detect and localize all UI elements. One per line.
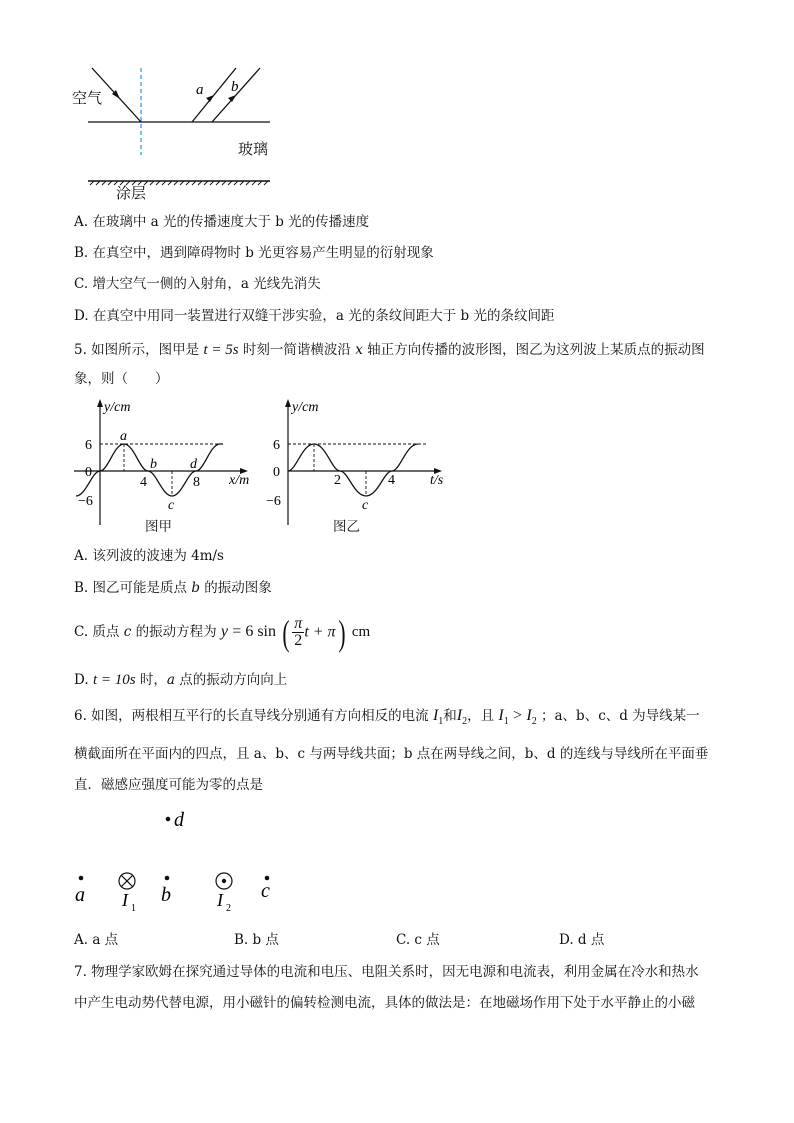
wire-2-sub: 2: [226, 903, 231, 914]
q6-I1-letter: I: [432, 707, 439, 724]
q5-option-c-num: π: [294, 615, 303, 632]
q6-I2-sub: 2: [462, 716, 468, 728]
q6-cmp-right: [526, 707, 537, 728]
jia-tick-2: 8: [193, 475, 200, 490]
q4-option-b: B. 在真空中，遇到障碍物时 b 光更容易产生明显的衍射现象: [74, 245, 434, 261]
point-b-label: b: [161, 884, 171, 906]
label-ray-a: a: [196, 82, 204, 98]
label-air: 空气: [72, 89, 103, 107]
q5-option-c-part1: C. 质点: [74, 624, 120, 640]
label-glass: 玻璃: [238, 140, 269, 158]
wire-1-label: I: [122, 890, 128, 910]
point-c-label: c: [261, 880, 270, 902]
q5-stem-part1: 5. 如图所示，图甲是: [74, 342, 200, 358]
yi-ylabel: y/cm: [292, 400, 319, 415]
q6-option-d: D. d 点: [559, 932, 605, 948]
q5-option-d-label: D.: [74, 672, 89, 688]
q6-stem-line2: 横截面所在平面内的四点，且 a、b、c 与两导线共面；b 点在两导线之间，b、d 的连线与导线所在平面垂: [74, 746, 709, 762]
q5-option-c-part2: 的振动方程为: [135, 624, 217, 640]
wires-figure: [60, 805, 300, 915]
q6-stem-part3: ；a、b、c、d 为导线某一: [541, 708, 700, 724]
q4-option-d: D. 在真空中用同一装置进行双缝干涉实验，a 光的条纹间距大于 b 光的条纹间距: [74, 308, 555, 324]
yi-tick-2: 4: [388, 473, 395, 488]
yi-xlabel: t/s: [430, 473, 444, 488]
q5-option-d-time: t = 10s: [92, 672, 136, 688]
q5-option-c-sin: = 6 sin: [232, 623, 276, 640]
q5-option-c: [74, 612, 370, 652]
q5-option-b: [74, 578, 272, 598]
q6-cmp-left-letter: I: [498, 707, 504, 724]
q5-option-d: [74, 670, 287, 690]
q6-stem-line3: 直．磁感应强度可能为零的点是: [74, 777, 263, 793]
jia-y-pos: 6: [85, 438, 92, 453]
q5-stem-line1: [74, 340, 705, 360]
yi-y-arrow: [285, 399, 291, 407]
q5-option-c-lparen: (: [282, 612, 290, 653]
point-a-dot: [79, 876, 84, 881]
q6-cmp-left-sub: 1: [503, 716, 509, 728]
wire-1-sub: 1: [131, 903, 136, 914]
q5-time-eq: t = 5s: [203, 342, 239, 358]
jia-point-a: a: [120, 429, 127, 444]
q5-x-var: x: [355, 342, 363, 358]
q5-option-c-den: 2: [294, 632, 303, 649]
ray-a-arrow: [206, 95, 214, 102]
q4-option-c: C. 增大空气一侧的入射角，a 光线先消失: [74, 276, 321, 292]
q5-option-c-paren: [280, 612, 347, 653]
q7-line1: 7. 物理学家欧姆在探究通过导体的电流和电压、电阻关系时，因无电源和电流表，利用金属在冷水和热水: [74, 964, 699, 980]
q6-stem-part2: ，且: [467, 708, 495, 724]
q6-cmp-left: [498, 707, 509, 728]
q6-stem-part1: 6. 如图，两根相互平行的长直导线分别通有方向相反的电流: [74, 708, 429, 724]
q5-option-d-point: a: [166, 672, 175, 688]
jia-y-neg: −6: [78, 494, 93, 509]
jia-y-arrow: [97, 399, 103, 407]
point-d-label: d: [174, 809, 184, 831]
q6-cmp: >: [513, 707, 523, 724]
vibration-graph-yi-svg: [260, 395, 460, 540]
refraction-svg: [70, 60, 290, 195]
q5-option-b-part2: 的振动图象: [204, 580, 272, 596]
yi-y-zero: 0: [273, 465, 280, 480]
q5-option-b-part1: B. 图乙可能是质点: [74, 580, 188, 596]
jia-point-b: b: [150, 457, 157, 472]
ray-b-arrow: [228, 95, 236, 102]
q5-option-c-y: y: [220, 623, 228, 640]
label-ray-b: b: [231, 79, 239, 95]
jia-ylabel: y/cm: [104, 400, 131, 415]
yi-tick-1: 2: [334, 473, 341, 488]
jia-tick-1: 4: [140, 475, 147, 490]
q6-cmp-right-sub: 2: [531, 716, 537, 728]
label-coating: 涂层: [116, 184, 147, 202]
q6-cmp-right-letter: I: [526, 707, 532, 724]
q5-stem-part2: 时刻一简谐横波沿: [242, 342, 351, 358]
q5-option-a: A. 该列波的波速为 4m/s: [74, 548, 224, 564]
q6-stem-line1: [74, 706, 700, 732]
q6-I2: [456, 707, 468, 728]
q6-and: 和: [443, 708, 457, 724]
point-a-label: a: [75, 884, 85, 906]
refraction-figure: [70, 60, 290, 195]
q6-option-b: B. b 点: [234, 932, 279, 948]
q6-I2-letter: I: [456, 707, 463, 724]
q7-line2: 中产生电动势代替电源，用小磁针的偏转检测电流，具体的做法是：在地磁场作用下处于水平静止的小磁: [74, 995, 695, 1011]
vibration-graph-yi: [260, 395, 460, 540]
q5-option-c-tail: t + π: [304, 623, 336, 641]
q5-stem-line2: 象，则（ ）: [74, 371, 169, 387]
jia-y-zero: 0: [85, 465, 92, 480]
yi-vibration-curve: [288, 444, 418, 496]
point-b-dot: [165, 876, 170, 881]
q5-option-d-part2: 点的振动方向向上: [179, 672, 288, 688]
q6-I1: [432, 707, 444, 728]
q5-option-c-point: c: [123, 624, 132, 640]
q6-I1-sub: 1: [438, 716, 444, 728]
jia-xlabel: x/m: [229, 473, 250, 488]
q5-option-c-unit: cm: [351, 624, 371, 640]
jia-point-d: d: [190, 457, 197, 472]
q6-option-a: A. a 点: [74, 932, 119, 948]
jia-caption: 图甲: [145, 519, 172, 535]
q6-option-c: C. c 点: [396, 932, 440, 948]
q5-option-d-part1: 时，: [139, 672, 167, 688]
yi-caption: 图乙: [333, 519, 360, 535]
q5-stem-part3: 轴正方向传播的波形图，图乙为这列波上某质点的振动图: [367, 342, 705, 358]
point-d-dot: [166, 817, 171, 822]
wire-2-out-of-page-icon: [216, 873, 232, 889]
q5-option-c-rparen: ): [337, 612, 346, 653]
yi-y-pos: 6: [273, 438, 280, 453]
q4-option-a: A. 在玻璃中 a 光的传播速度大于 b 光的传播速度: [74, 214, 370, 230]
wire-1-into-page-icon: [119, 873, 135, 889]
q5-option-c-fraction: [292, 616, 304, 649]
wires-figure-svg: [60, 805, 300, 915]
wire-2-label: I: [217, 890, 223, 910]
q5-option-b-point: b: [191, 580, 200, 596]
yi-y-neg: −6: [266, 494, 281, 509]
jia-point-c: c: [168, 498, 175, 513]
yi-point-c: c: [362, 498, 369, 513]
